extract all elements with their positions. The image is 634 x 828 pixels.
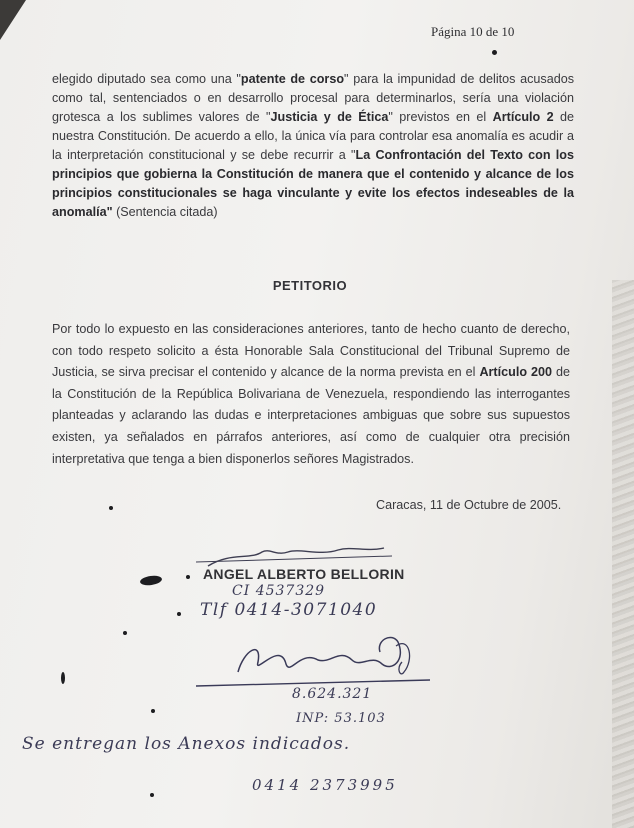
emphasis-text: Justicia y de Ética xyxy=(270,110,389,124)
emphasis-text: La Confrontación del Texto con los principios que gobierna la Constitución de manera que el contenido y alcance de los principios constitucionales se haga vinculante y evite los efectos indeseables de la anomalía" xyxy=(52,148,574,219)
body-paragraph-2 xyxy=(52,319,570,470)
emphasis-text: patente de corso xyxy=(240,72,345,86)
ink-dot xyxy=(186,575,190,579)
signer-id-handwritten: CI 4537329 xyxy=(232,583,326,599)
ink-dot xyxy=(61,672,65,684)
paragraph-text: " previstos en el xyxy=(388,110,493,124)
paragraph-text: (Sentencia citada) xyxy=(112,205,218,219)
ink-dot xyxy=(123,631,127,635)
place-date: Caracas, 11 de Octubre de 2005. xyxy=(376,498,562,512)
emphasis-text: Artículo 2 xyxy=(492,110,554,124)
paragraph-text: de la Constitución de la República Bolivariana de Venezuela, respondiendo las interrogantes planteadas y aclarando las dudas e interpretaciones ambiguas que sobre sus supuestos existen, ya señalados en párrafos anteriores, así como de cualquier otra precisión interpretativa que tenga a bien disponerlos señores Magistrados. xyxy=(52,365,571,466)
signer-name: ANGEL ALBERTO BELLORIN xyxy=(203,566,405,582)
ink-dot xyxy=(151,709,155,713)
ink-blot xyxy=(139,575,162,587)
ink-dot xyxy=(492,50,497,55)
signature-receiver-mark xyxy=(396,644,410,674)
background-fabric xyxy=(612,280,634,828)
page-corner-shadow xyxy=(0,0,26,40)
receiver-number-handwritten: 8.624.321 xyxy=(292,686,373,702)
body-paragraph-1 xyxy=(52,70,574,222)
section-heading: PETITORIO xyxy=(272,278,348,293)
ink-dot xyxy=(177,612,181,616)
emphasis-text: Artículo 200 xyxy=(479,365,553,380)
paragraph-text: de nuestra Constitución. De acuerdo a ello, la única vía para controlar esa anomalía es acudir a la interpretación constitucional y se debe recurrir a " xyxy=(52,110,575,162)
paragraph-text: Por todo lo expuesto en las consideraciones anteriores, tanto de hecho cuanto de derecho, con todo respeto solicito a ésta Honorable Sala Constitucional del Tribunal Supremo de Justicia, se sirva precisar el contenido y alcance de la norma prevista en el xyxy=(52,322,570,380)
paragraph-text: " para la impunidad de delitos acusados como tal, sentenciados o en desarrollo procesal para determinarlos, sería una violación grotesca a los sublimes valores de " xyxy=(52,72,575,124)
receiver-inp-handwritten: INP: 53.103 xyxy=(296,711,386,726)
ink-dot xyxy=(109,506,113,510)
signature-underline xyxy=(196,556,392,562)
page-number: Página 10 de 10 xyxy=(431,24,515,39)
signature-scribble-signer xyxy=(208,548,384,566)
receipt-note-handwritten: Se entregan los Anexos indicados. xyxy=(22,734,351,754)
signature-scribble-receiver xyxy=(238,637,400,672)
receiver-phone-handwritten: 0414 2373995 xyxy=(252,776,398,794)
paragraph-text: elegido diputado sea como una " xyxy=(52,72,241,86)
signer-phone-handwritten: Tlf 0414-3071040 xyxy=(200,600,378,620)
ink-dot xyxy=(150,793,154,797)
